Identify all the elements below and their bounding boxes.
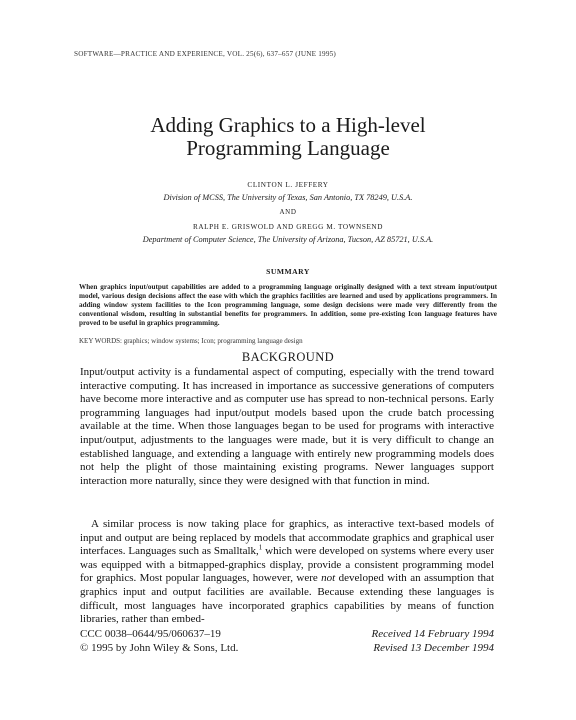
author-1: CLINTON L. JEFFERY <box>247 181 329 189</box>
body-paragraph-2 <box>80 518 494 627</box>
paper-title-line-2: Programming Language <box>186 136 390 160</box>
section-heading: BACKGROUND <box>241 350 335 364</box>
emphasis-not: not <box>321 572 336 585</box>
received-date: Received 14 February 1994 <box>371 628 494 640</box>
revised-date: Revised 13 December 1994 <box>373 642 494 654</box>
body-paragraph-2-part-c: developed with an assumption that graphics input and output facilities are available. Because extending these languages is difficult, most languages have incorporated graphics capabilities by means of function libraries, rather than embed- <box>80 572 494 626</box>
keywords: KEY WORDS: graphics; window systems; Icon; programming language design <box>79 337 303 345</box>
body-paragraph-2-part-b: which were developed on systems where every user was equipped with a bitmapped-graphics display, provide a consistent programming model for graphics. Most popular languages, however, were <box>80 545 494 585</box>
author-conjunction: AND <box>279 208 297 216</box>
running-head: SOFTWARE—PRACTICE AND EXPERIENCE, VOL. 25(6), 637–657 (JUNE 1995) <box>74 50 337 58</box>
summary-text: When graphics input/output capabilities are added to a programming language originally designed with a text stream input/output model, various design decisions affect the ease with which the graphics facilities are learned and used by applications programmers. In adding window system facilities to the Icon programming language, some design decisions were made very differently from the conventional wisdom, resulting in substantial benefits for programmers. In addition, some pre-existing Icon language features have proved to be useful in graphics programming. <box>79 283 497 328</box>
affiliation-1: Division of MCSS, The University of Texas, San Antonio, TX 78249, U.S.A. <box>163 193 413 202</box>
affiliation-2: Department of Computer Science, The University of Arizona, Tucson, AZ 85721, U.S.A. <box>142 235 434 244</box>
body-paragraph-1: Input/output activity is a fundamental aspect of computing, especially with the trend toward interactive computing. It has increased in importance as successive generations of computers have become more interactive and as computer use has spread to non-technical persons. Early programming languages had input/output models based upon the crude batch processing available at the time. When those languages began to be used for programs with interactive input/output, adjustments to the languages were made, but it is very difficult to change an established language, and extending a language with entirely new programming models does not help the plight of those maintaining existing programs. Newer languages support interaction more naturally, since they were designed with that function in mind. <box>80 366 494 487</box>
ccc-code: CCC 0038–0644/95/060637–19 <box>80 628 221 640</box>
copyright: © 1995 by John Wiley & Sons, Ltd. <box>80 642 239 654</box>
body-paragraph-2-part-a: A similar process is now taking place for graphics, as interactive text-based models of input and output are being replaced by models that accommodate graphics and graphical user interfaces. Languages such as Smalltalk, <box>80 518 494 558</box>
footnote-ref: 1 <box>258 543 263 552</box>
summary-heading: SUMMARY <box>266 267 310 276</box>
author-2: RALPH E. GRISWOLD AND GREGG M. TOWNSEND <box>192 223 384 231</box>
paper-title-line-1: Adding Graphics to a High-level <box>150 113 426 137</box>
